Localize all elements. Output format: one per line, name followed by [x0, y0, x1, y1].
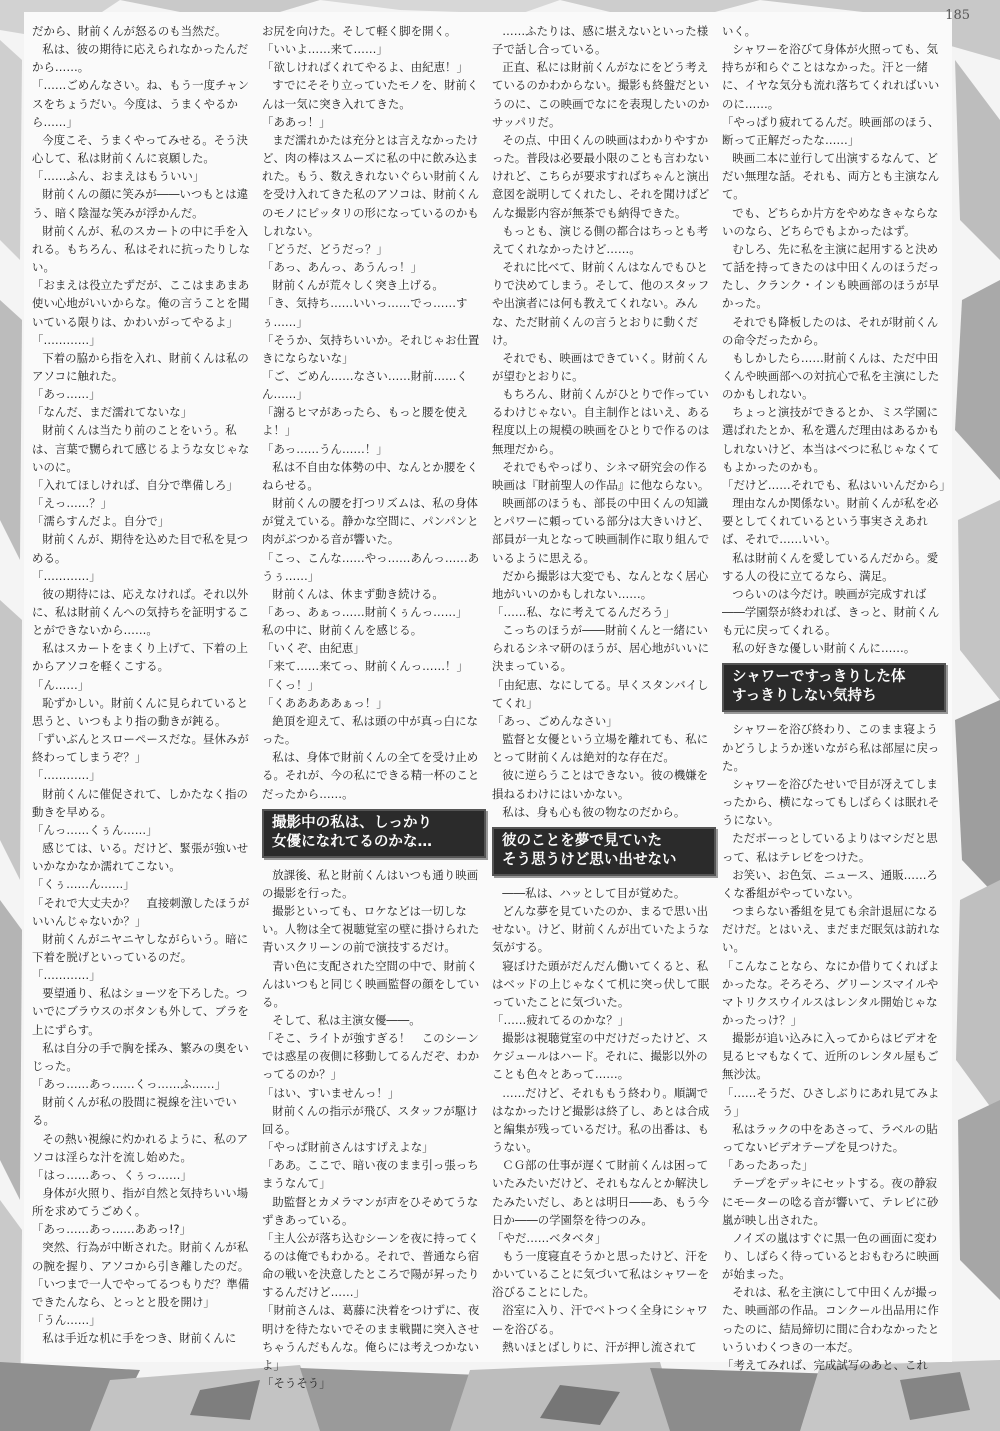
- body-paragraph: 今度こそ、うまくやってみせる。そう決心して、私は財前くんに哀願した。: [32, 132, 248, 166]
- body-paragraph: 「そこ、ライトが強すぎる！ このシーンでは惑星の夜側に移動してるんだぞ、わかってるのか？」: [262, 1031, 480, 1082]
- text-column-4: [722, 22, 951, 1372]
- body-paragraph: 「はい、すいませんっ！」: [262, 1085, 400, 1100]
- body-paragraph: 撮影といっても、ロケなどは一切しない。人物は全て視聴覚室の壁に掛けられた青いスクリーンの前で演技するだけ。: [262, 904, 480, 955]
- body-paragraph: 「あっ……あっ……くっ……ふ……」: [32, 1077, 227, 1092]
- body-paragraph: その点、中田くんの映画はわかりやすかった。普段は必要最小限のことも言わないけれど、こちらが要求すればちゃんと演出意図を説明してくれたし、それを聞けばどんな撮影内容が無茶でも納得できた。: [492, 132, 710, 220]
- body-paragraph: 「いくぞ、由紀恵」: [262, 641, 365, 656]
- body-paragraph: 撮影は視聴覚室の中だけだったけど、スケジュールはハード。それに、撮影以外のことも色々とあって……。: [492, 1031, 709, 1082]
- body-paragraph: 財前くんが荒々しく突き上げる。: [272, 278, 444, 293]
- body-paragraph: 私は、身体で財前くんの全てを受け止める。それが、今の私にできる精一杯のことだったから……。: [262, 750, 480, 801]
- section-heading-line: そう思うけど思い出せない: [502, 851, 677, 868]
- body-paragraph: 財前くんに催促されて、しかたなく指の動きを早める。: [32, 786, 248, 819]
- body-paragraph: 突然、行為が中断された。財前くんが私の腕を握り、アソコから引き離したのだ。: [32, 1240, 250, 1273]
- body-paragraph: どんな夢を見ていたのか、まるで思い出せない。けど、財前くんが出ていたような気がする。: [492, 904, 710, 955]
- body-paragraph: シャワーを浴び終わり、このまま寝ようかどうしようか迷いながら私は部屋に戻った。: [722, 722, 940, 773]
- body-paragraph: だから、財前くんが怒るのも当然だ。: [32, 24, 227, 38]
- body-paragraph: 財前くんが、期待を込めた目で私を見つめる。: [32, 532, 249, 565]
- body-paragraph: だから撮影は大変でも、なんとなく居心地がいいのかもしれない……。: [492, 568, 709, 601]
- body-paragraph: 「くあああああぁっ！」: [262, 695, 388, 710]
- body-paragraph: 「あったあった」: [722, 1158, 814, 1173]
- body-paragraph: 私は不自由な体勢の中、なんとか腰をくねらせる。: [262, 459, 479, 492]
- body-paragraph: ちょっと演技ができるとか、ミス学園に選ばれたとか、私を選んだ理由はあるかもしれないけど、本当はべつに私じゃなくてもよかったのかも。: [722, 405, 940, 474]
- body-paragraph: 彼に逆らうことはできない。彼の機嫌を損ねるわけにはいかない。: [492, 768, 709, 801]
- body-paragraph: 放課後、私と財前くんはいつも通り映画の撮影を行った。: [262, 867, 479, 900]
- body-paragraph: 「はっ……あっ、くぅっ……」: [32, 1167, 192, 1182]
- body-paragraph: 財前くんの顔に笑みが――いつもとは違う、暗く陰湿な笑みが浮かんだ。: [32, 187, 249, 220]
- body-paragraph: 「……疲れてるのかな？」: [492, 1012, 630, 1027]
- body-paragraph: 青い色に支配された空間の中で、財前くんはいつもと同じく映画監督の顔をしている。: [262, 958, 480, 1009]
- body-paragraph: 「どうだ、どうだっ？」: [262, 241, 388, 256]
- body-paragraph: すでにそそり立っていたモノを、財前くんは一気に突き入れてきた。: [262, 78, 479, 111]
- body-paragraph: それに比べて、財前くんはなんでもひとりで決めてしまう。そして、他のスタッフや出演者には何も教えてくれない。みんな、ただ財前くんの言うとおりに動くだけ。: [492, 260, 710, 347]
- body-paragraph: 「そうか、気持ちいいか。それじゃお仕置きにならないな」: [262, 332, 480, 365]
- body-paragraph: もしかしたら……財前くんは、ただ中田くんや映画部への対抗心で私を主演にしたのかもしれない。: [722, 350, 940, 402]
- section-heading-line: 女優になれてるのかな…: [272, 833, 433, 850]
- body-paragraph: 「…………」: [32, 332, 101, 347]
- body-paragraph: 彼の期待には、応えなければ。それ以外に、私は財前くんへの気持ちを証明することができないから……。: [32, 586, 250, 638]
- body-paragraph: 「いいよ……来て……」: [262, 42, 388, 57]
- body-paragraph: 「うん……」: [32, 1313, 101, 1328]
- body-paragraph: ……ふたりは、感に堪えないといった様子で話し合っている。: [492, 24, 709, 57]
- body-paragraph: 感じては、いる。だけど、緊張が強いせいかなかなか濡れてこない。: [32, 841, 249, 874]
- section-heading-line: 彼のことを夢で見ていた: [502, 832, 663, 849]
- body-paragraph: 「くっ！」: [262, 677, 319, 692]
- body-paragraph: 「……ふん、おまえはもういい」: [32, 169, 205, 184]
- body-paragraph: 「こっ、こんな……やっ……あんっ……あうぅ……」: [262, 550, 480, 583]
- body-paragraph: 私は自分の手で胸を揉み、繁みの奥をいじった。: [32, 1040, 249, 1073]
- body-paragraph: ――私は、ハッとして目が覚めた。: [502, 885, 686, 900]
- body-paragraph: 財前くんが私の股間に視線を注いでいる。: [32, 1095, 237, 1128]
- body-paragraph: 「やだ……ベタベタ」: [492, 1230, 607, 1245]
- body-paragraph: 「ん……」: [32, 677, 90, 692]
- body-paragraph: お尻を向けた。そして軽く脚を開く。: [262, 24, 457, 38]
- body-paragraph: まだ濡れかたは充分とは言えなかったけど、肉の棒はスムーズに私の中に飲み込まれた。もう、数えきれないぐらい財前くんを受け入れてきた私のアソコは、財前くんのモノにピッタリの形になっているのかもしれない。: [262, 132, 480, 238]
- body-paragraph: 「……そうだ、ひさしぶりにあれ見てみよう」: [722, 1085, 940, 1118]
- body-paragraph: それでもやっぱり、シネマ研究会の作る映画は『財前聖人の作品』に他ならない。: [492, 459, 710, 492]
- text-columns: [32, 22, 952, 1391]
- body-paragraph: 「…………」: [32, 768, 101, 783]
- body-paragraph: でも、どちらか片方をやめなきゃならないのなら、どちらでもよかったはず。: [722, 205, 939, 238]
- body-paragraph: 「なんだ、まだ濡れてないな」: [32, 405, 193, 420]
- body-paragraph: 「き、気持ち……いいっ……でっ……すぅ……」: [262, 296, 468, 329]
- body-paragraph: 寝ぼけた頭がだんだん働いてくると、私はベッドの上じゃなくて机に突っ伏して眠っていたことに気づいた。: [492, 958, 710, 1009]
- body-paragraph: 身体が火照り、指が自然と気持ちいい場所を求めてうごめく。: [32, 1186, 249, 1219]
- body-paragraph: 「欲しければくれてやるよ、由紀恵！」: [262, 60, 468, 75]
- body-paragraph: 恥ずかしい。財前くんに見られていると思うと、いつもより指の動きが鈍る。: [32, 695, 249, 728]
- body-paragraph: こっちのほうが――財前くんと一緒にいられるシネマ研のほうが、居心地がいいに決まっている。: [492, 623, 710, 674]
- body-paragraph: 「こんなことなら、なにか借りてくればよかったな。そろそろ、グリーンスマイルやマトリクスウイルスはレンタル開始じゃなかったっけ？」: [722, 958, 940, 1027]
- body-paragraph: 「あっ……うん……！」: [262, 441, 388, 456]
- body-paragraph: 下着の脇から指を入れ、財前くんは私のアソコに触れた。: [32, 350, 249, 383]
- body-paragraph: もっとも、演じる側の都合はちっとも考えてくれなかったけど……。: [492, 223, 709, 256]
- body-paragraph: 私はスカートをまくり上げて、下着の上からアソコを軽くこする。: [32, 641, 248, 674]
- body-paragraph: それは、私を主演にして中田くんが撮った、映画部の作品。コンクール出品用に作ったのに、結局締切に間に合わなかったといういわくつきの一本だ。: [722, 1285, 940, 1354]
- body-paragraph: 私は財前くんを愛しているんだから。愛する人の役に立てるなら、満足。: [722, 550, 939, 583]
- body-paragraph: 撮影が追い込みに入ってからはビデオを見るヒマもなくて、近所のレンタル屋もご無沙汰。: [722, 1031, 939, 1082]
- body-paragraph: 財前くんがニヤニヤしながらいう。暗に下着を脱げといっているのだ。: [32, 931, 249, 964]
- body-paragraph: 私は手近な机に手をつき、財前くんに: [42, 1331, 237, 1346]
- body-paragraph: 絶頂を迎えて、私は頭の中が真っ白になった。: [262, 713, 478, 747]
- body-paragraph: 「いつまで一人でやってるつもりだ？準備できたんなら、とっとと股を開け」: [32, 1276, 250, 1309]
- body-paragraph: つらいのは今だけ。映画が完成すれば――学園祭が終われば、きっと、財前くんも元に戻ってくれる。: [722, 586, 940, 638]
- section-heading: [722, 663, 946, 712]
- body-paragraph: 理由なんか関係ない。財前くんが私を必要としてくれているという事実さえあれば、それで……いい。: [722, 496, 939, 547]
- body-paragraph: 私は、身も心も彼の物なのだから。: [502, 804, 686, 819]
- body-paragraph: 映画部のほうも、部長の中田くんの知識とパワーに頼っている部分は大きいけど、部員が一丸となって映画制作に取り組んでいるように思える。: [492, 496, 710, 565]
- body-paragraph: 私の中に、財前くんを感じる。: [262, 623, 423, 638]
- page-number: 185: [945, 8, 970, 23]
- body-paragraph: 「あっ、ごめんなさい」: [492, 713, 618, 728]
- body-paragraph: 私は、彼の期待に応えられなかったんだから……。: [32, 42, 249, 75]
- body-paragraph: シャワーを浴びて身体が火照っても、気持ちが和らぐことはなかった。汗と一緒に、イヤな気分も流れ落ちてくれればいいのに……。: [722, 42, 940, 111]
- body-paragraph: むしろ、先に私を主演に起用すると決めて話を持ってきたのは中田くんのほうだったし、クランク・インも映画部のほうが早かった。: [722, 241, 940, 311]
- body-paragraph: テープをデッキにセットする。夜の静寂にモーターの唸る音が響いて、テレビに砂嵐が映し出された。: [722, 1176, 939, 1227]
- body-paragraph: 「……ごめんなさい。ね、もう一度チャンスをちょうだい。今度は、うまくやるから……」: [32, 78, 250, 129]
- body-paragraph: いく。: [722, 24, 757, 38]
- body-paragraph: 「謝るヒマがあったら、もっと腰を使えよ！」: [262, 405, 468, 438]
- body-paragraph: つまらない番組を見ても余計退屈になるだけだ。とはいえ、まだまだ眠気は訪れない。: [722, 904, 941, 955]
- body-paragraph: 「あっ……あっ……ああっ!?」: [32, 1222, 192, 1237]
- body-paragraph: 「…………」: [32, 968, 101, 983]
- body-paragraph: 「ずいぶんとスローペースだな。昼休みが終わってしまうぞ？」: [32, 732, 249, 765]
- body-paragraph: ただボーっとしているよりはマシだと思って、私はテレビをつけた。: [722, 831, 938, 864]
- body-paragraph: 浴室に入り、汗でベトつく全身にシャワーを浴びる。: [492, 1303, 708, 1336]
- body-paragraph: ＣＧ部の仕事が遅くて財前くんは困っていたみたいだけど、それもなんとか解決したみたいだし、あとは明日――あ、もう今日か――の学園祭を待つのみ。: [492, 1158, 710, 1227]
- body-paragraph: ……だけど、それももう終わり。順調ではなかったけど撮影は終了し、あとは合成と編集が残っているだけ。私の出番は、もうない。: [492, 1085, 710, 1155]
- body-paragraph: それでも、映画はできていく。財前くんが望むとおりに。: [492, 350, 708, 383]
- body-paragraph: ノイズの嵐はすぐに黒一色の画面に変わり、しばらく待っているとおもむろに映画が始まった。: [722, 1230, 940, 1282]
- body-paragraph: 私はラックの中をあさって、ラベルの貼ってないビデオテープを見つけた。: [722, 1121, 938, 1155]
- body-paragraph: 財前くんは当たり前のことをいう。私は、言葉で嬲られて感じるような女じゃないのに。: [32, 423, 250, 474]
- body-paragraph: 財前くんが、私のスカートの中に手を入れる。もちろん、私はそれに抗ったりしない。: [32, 223, 251, 275]
- body-paragraph: 財前くんの指示が飛び、スタッフが駆け回る。: [262, 1103, 478, 1136]
- body-paragraph: 私の好きな優しい財前くんに……。: [732, 641, 916, 656]
- section-heading-line: シャワーですっきりした体: [732, 669, 906, 686]
- body-paragraph: 「そうそう」: [262, 1376, 331, 1391]
- body-paragraph: 「考えてみれば、完成試写のあと、これ: [722, 1357, 928, 1372]
- body-paragraph: 「…………」: [32, 568, 101, 583]
- section-heading-line: すっきりしない気持ち: [732, 688, 877, 705]
- section-heading-line: 撮影中の私は、しっかり: [272, 814, 433, 831]
- body-paragraph: 「んっ……くぅん……」: [32, 822, 158, 837]
- body-paragraph: 「ご、ごめん……なさい……財前……くん……」: [262, 368, 468, 402]
- body-paragraph: 助監督とカメラマンが声をひそめてうなずきあっている。: [262, 1194, 479, 1227]
- body-paragraph: もう一度寝直そうかと思ったけど、汗をかいていることに気づいて私はシャワーを浴びることにした。: [492, 1249, 710, 1300]
- body-paragraph: 「おまえは役立たずだが、ここはまあまあ使い心地がいいからな。俺の言うことを聞いている限りは、かわいがってやるよ」: [32, 278, 250, 329]
- section-heading: [492, 827, 716, 876]
- body-paragraph: 「あっ、あぁっ……財前くぅんっ……」: [262, 605, 468, 619]
- body-paragraph: もちろん、財前くんがひとりで作っているわけじゃない。自主制作とはいえ、ある程度以上の規模の映画をひとりで作るのは無理だから。: [492, 387, 711, 456]
- text-column-3: [492, 22, 716, 1356]
- body-paragraph: 「濡らすんだよ。自分で」: [32, 514, 170, 529]
- body-paragraph: 「来て……来てっ、財前くんっ……！」: [262, 659, 468, 674]
- body-paragraph: 「由紀恵、なにしてる。早くスタンバイしてくれ」: [492, 677, 709, 710]
- body-paragraph: 「あっ、あんっ、あうんっ！」: [262, 260, 423, 275]
- section-heading: [262, 809, 486, 858]
- body-paragraph: 「……私、なに考えてるんだろう」: [492, 605, 676, 619]
- text-column-2: [262, 22, 486, 1391]
- body-paragraph: 監督と女優という立場を離れても、私にとって財前くんは絶対的な存在だ。: [492, 732, 709, 765]
- body-paragraph: 映画二本に並行して出演するなんて、どだい無理な話。それも、両方とも主演なんて。: [722, 151, 940, 202]
- body-paragraph: 財前くんの腰を打つリズムは、私の身体が覚えている。静かな空間に、パンパンと肉がぶつかる音が響いた。: [262, 496, 479, 547]
- body-paragraph: 「財前さんは、葛藤に決着をつけずに、夜明けを待たないでそのまま戦闘に突入させちゃうんだもんな。俺らには考えつかないよ」: [262, 1303, 480, 1372]
- body-paragraph: 「それで大丈夫か？ 直接刺激したほうがいいんじゃないか？」: [32, 895, 250, 928]
- body-paragraph: 「えっ……？」: [32, 496, 113, 511]
- body-paragraph: 「主人公が落ち込むシーンを夜に持ってくるのは俺でもわかる。それで、普通なら宿命の戦いを決意したところで陽が昇ったりするんだけど……」: [262, 1230, 480, 1300]
- body-paragraph: 「だけど……それでも、私はいいんだから」: [722, 477, 951, 492]
- body-paragraph: 正直、私には財前くんがなにをどう考えているのかわからない。撮影も終盤だというのに、この映画でなにを表現したいのかサッパリだ。: [492, 60, 710, 129]
- body-paragraph: お笑い、お色気、ニュース、通販……ろくな番組がやっていない。: [722, 867, 938, 900]
- body-paragraph: そして、私は主演女優――。: [272, 1012, 421, 1027]
- body-paragraph: 「くぅ……ん……」: [32, 877, 135, 892]
- body-paragraph: 「やっぱり疲れてるんだ。映画部のほう、断って正解だったな……」: [722, 114, 940, 147]
- body-paragraph: 熱いほとばしりに、汗が押し流されて: [502, 1339, 697, 1354]
- body-paragraph: 財前くんは、休まず動き続ける。: [272, 586, 444, 601]
- body-paragraph: シャワーを浴びたせいで目が冴えてしまったから、横になってもしばらくは眠れそうにない。: [722, 776, 940, 828]
- body-paragraph: 「やっぱ財前さんはすげえよな」: [262, 1140, 434, 1155]
- body-paragraph: 「ああっ！」: [262, 114, 331, 129]
- body-paragraph: 「あっ……」: [32, 387, 101, 402]
- text-column-1: [32, 22, 256, 1356]
- body-paragraph: 要望通り、私はショーツを下ろした。ついでにブラウスのボタンも外して、ブラを上にずらす。: [32, 986, 249, 1037]
- body-paragraph: 「ああ。ここで、暗い夜のまま引っ張っちまうなんて」: [262, 1158, 479, 1191]
- body-paragraph: その熱い視線に灼かれるように、私のアソコは淫らな汁を流し始めた。: [32, 1131, 249, 1164]
- body-paragraph: 「入れてほしければ、自分で準備しろ」: [32, 477, 238, 492]
- body-paragraph: それでも降板したのは、それが財前くんの命令だったから。: [722, 314, 939, 347]
